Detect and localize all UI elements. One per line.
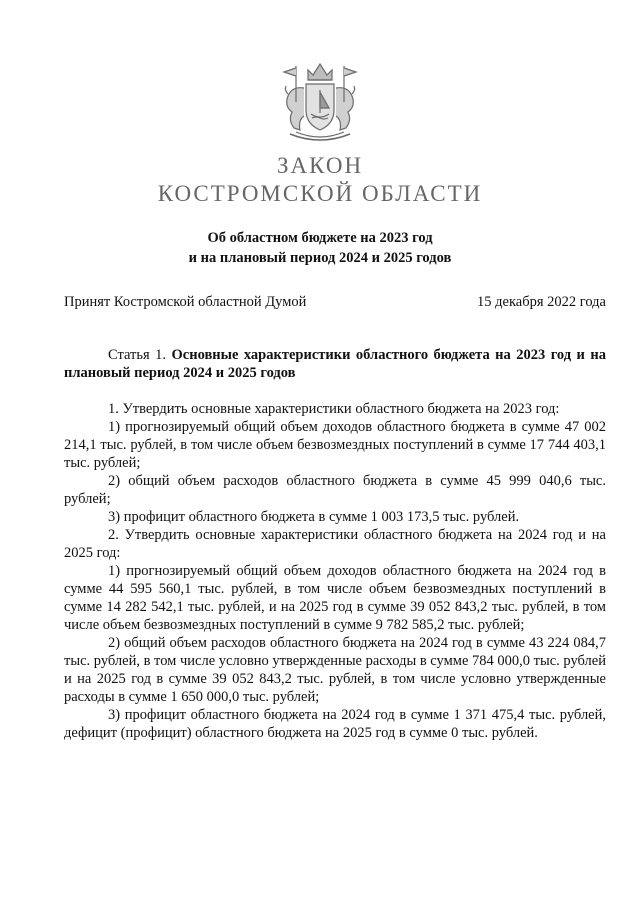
article-number: Статья 1. [108, 347, 167, 363]
paragraph: 1) прогнозируемый общий объем доходов областного бюджета на 2024 год в сумме 44 595 560,1 тыс. рублей, в том числе объем безвозмездных поступлений в сумме 14 282 542,1 тыс. рублей, и на 2025 год в сумме 39 052 843,2 тыс. рублей, в том числе объем безвозмездных поступлений в сумме 9 782 585,2 тыс. рублей; [64, 563, 606, 633]
paragraph: 1) прогнозируемый общий объем доходов областного бюджета в сумме 47 002 214,1 тыс. рублей, в том числе объем безвозмездных поступлений в сумме 17 744 403,1 тыс. рублей; [64, 419, 606, 471]
coat-of-arms-icon [274, 58, 366, 146]
law-title [0, 228, 640, 268]
paragraph: 2. Утвердить основные характеристики областного бюджета на 2024 год и на 2025 год: [64, 527, 606, 561]
adoption-line [64, 292, 606, 312]
adopted-by: Принят Костромской областной Думой [64, 294, 307, 310]
article-title: Основные характеристики областного бюджета на 2023 год и на плановый период 2024 и 2025 годов [64, 347, 606, 381]
region-name: КОСТРОМСКОЙ ОБЛАСТИ [157, 181, 483, 206]
law-title-line-1: Об областном бюджете на 2023 год [207, 230, 433, 246]
adoption-date: 15 декабря 2022 года [477, 294, 606, 310]
paragraph: 3) профицит областного бюджета в сумме 1 003 173,5 тыс. рублей. [108, 509, 520, 525]
article-heading [64, 346, 606, 382]
paragraph: 3) профицит областного бюджета на 2024 год в сумме 1 371 475,4 тыс. рублей, дефицит (профицит) областного бюджета на 2025 год в сумме 0 тыс. рублей. [64, 707, 606, 741]
paragraph: 2) общий объем расходов областного бюджета в сумме 45 999 040,6 тыс. рублей; [64, 473, 606, 507]
article-body [64, 400, 606, 742]
law-title-line-2: и на плановый период 2024 и 2025 годов [188, 250, 452, 266]
paragraph: 1. Утвердить основные характеристики областного бюджета на 2023 год: [108, 401, 560, 417]
law-word: ЗАКОН [276, 153, 364, 178]
paragraph: 2) общий объем расходов областного бюджета на 2024 год в сумме 43 224 084,7 тыс. рублей, в том числе условно утвержденные расходы в сумме 784 000,0 тыс. рублей и на 2025 год в сумме 39 052 843,2 тыс. рублей, в том числе условно утвержденные расходы в сумме 1 650 000,0 тыс. рублей; [64, 635, 606, 705]
